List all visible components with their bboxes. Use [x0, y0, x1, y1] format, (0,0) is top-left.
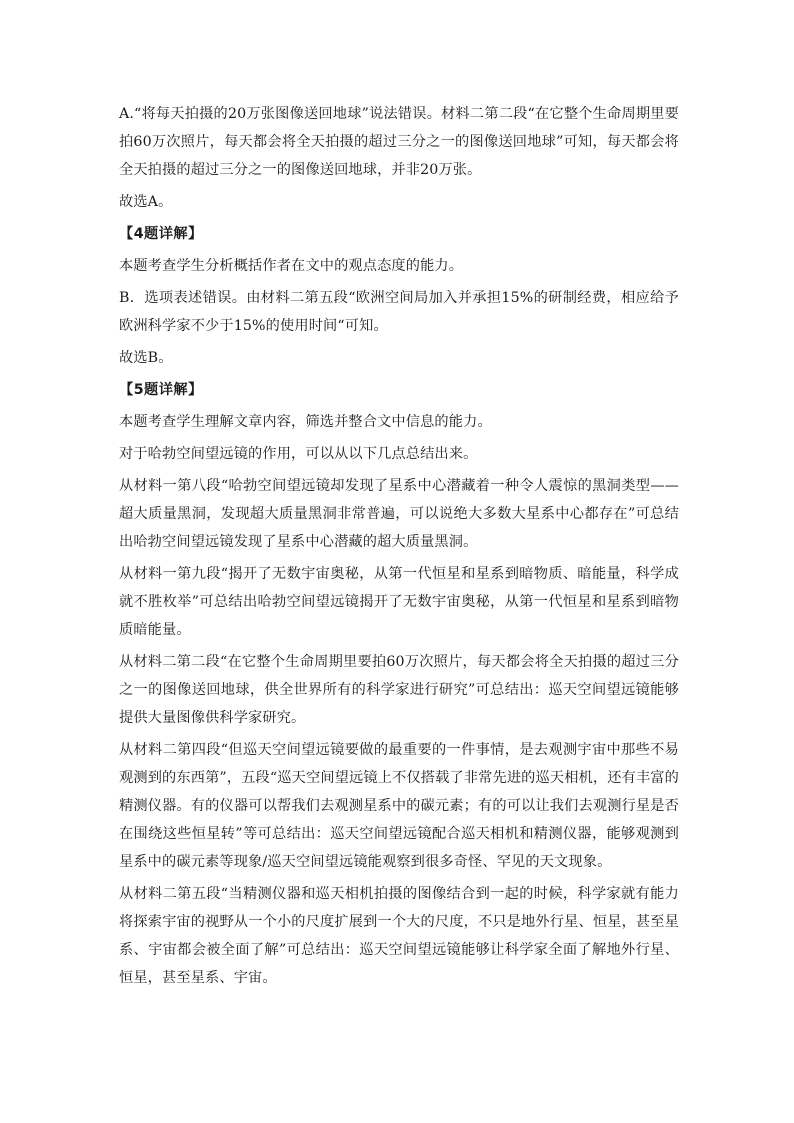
document-page [119, 98, 679, 994]
q5-heading: 【5题详解】 [119, 382, 203, 398]
q5-point-4: 从材料二第四段“但巡天空间望远镜要做的最重要的一件事情，是去观测宇宙中那些不易观测到的东西第”，五段“巡天空间望远镜上不仅搭载了非常先进的巡天相机，还有丰富的精测仪器。有的仪器可以帮我们去观测星系中的碳元素；有的可以让我们去观测行星是否在围绕这些恒星转”等可总结出：巡天空间望远镜配合巡天相机和精测仪器，能够观测到星系中的碳元素等现象/巡天空间望远镜能观察到很多奇怪、罕见的天文现象。 [119, 742, 679, 870]
q5-point-5: 从材料二第五段“当精测仪器和巡天相机拍摄的图像结合到一起的时候，科学家就有能力将探索宇宙的视野从一个小的尺度扩展到一个大的尺度，不只是地外行星、恒星，甚至星系、宇宙都会被全面了解”可总结出：巡天空间望远镜能够让科学家全面了解地外行星、恒星，甚至星系、宇宙。 [119, 886, 679, 986]
q4-intro: 本题考查学生分析概括作者在文中的观点态度的能力。 [119, 258, 464, 274]
q4-option-b-analysis: B．选项表述错误。由材料二第五段“欧洲空间局加入并承担15%的研制经费，相应给予欧洲科学家不少于15%的使用时间“可知。 [119, 290, 679, 334]
q4-answer: 故选B。 [119, 350, 173, 366]
q5-point-3: 从材料二第二段“在它整个生命周期里要拍60万次照片，每天都会将全天拍摄的超过三分之一的图像送回地球，供全世界所有的科学家进行研究”可总结出：巡天空间望远镜能够提供大量图像供科学家研究。 [119, 654, 679, 726]
q5-point-2: 从材料一第九段“揭开了无数宇宙奥秘，从第一代恒星和星系到暗物质、暗能量，科学成就不胜枚举”可总结出哈勃空间望远镜揭开了无数宇宙奥秘，从第一代恒星和星系到暗物质暗能量。 [119, 566, 679, 638]
q5-point-1: 从材料一第八段“哈勃空间望远镜却发现了星系中心潜藏着一种令人震惊的黑洞类型——超大质量黑洞，发现超大质量黑洞非常普遍，可以说绝大多数大星系中心都存在”可总结出哈勃空间望远镜发现了星系中心潜藏的超大质量黑洞。 [119, 478, 679, 550]
q4-heading: 【4题详解】 [119, 226, 203, 242]
q5-summary-lead: 对于哈勃空间望远镜的作用，可以从以下几点总结出来。 [119, 446, 478, 462]
q3-option-a-analysis: A.“将每天拍摄的20万张图像送回地球”说法错误。材料二第二段“在它整个生命周期里要拍60万次照片，每天都会将全天拍摄的超过三分之一的图像送回地球”可知，每天都会将全天拍摄的超过三分之一的图像送回地球，并非20万张。 [119, 106, 679, 178]
q3-answer: 故选A。 [119, 194, 173, 210]
q5-intro: 本题考查学生理解文章内容，筛选并整合文中信息的能力。 [119, 414, 492, 430]
